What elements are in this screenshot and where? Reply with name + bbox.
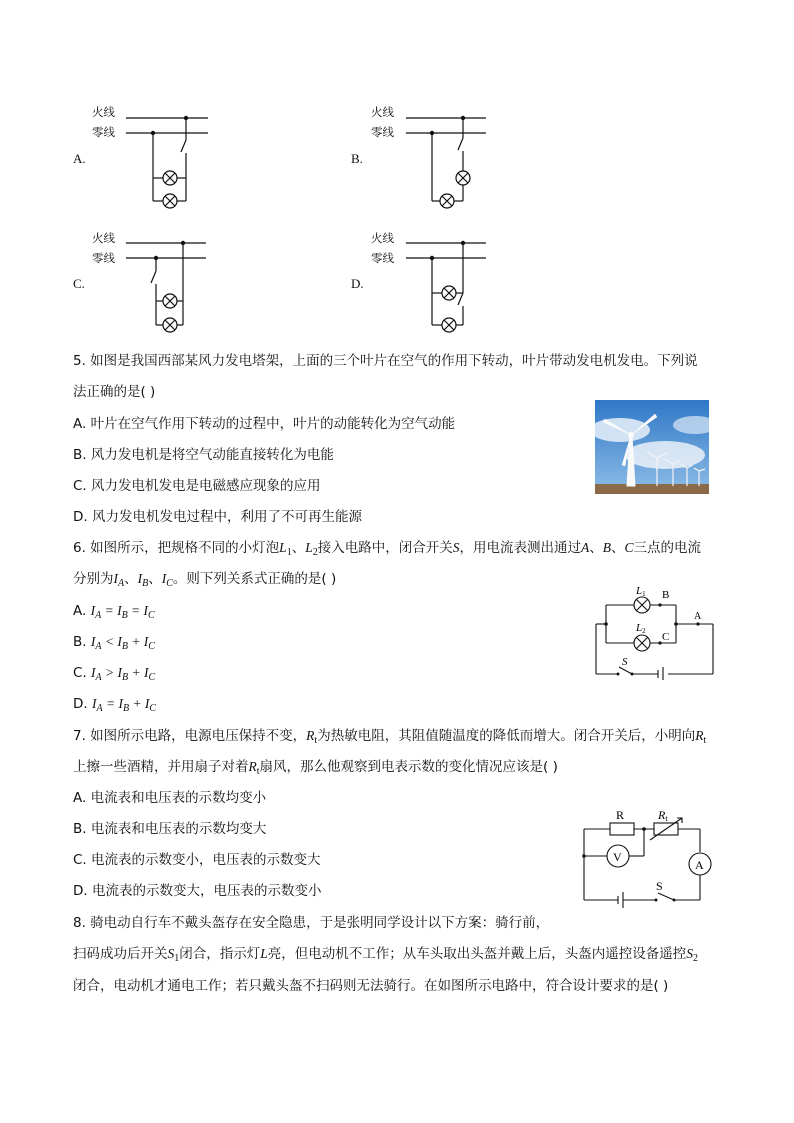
q5-option-d: D. 风力发电机发电过程中，利用了不可再生能源 xyxy=(73,509,362,525)
q6-text: 6. 如图所示，把规格不同的小灯泡 xyxy=(73,540,280,556)
option-b-letter: B. xyxy=(351,151,363,166)
q7-option-a: A. 电流表和电压表的示数均变小 xyxy=(73,790,267,806)
lamp-l1-symbol: $L_1$ xyxy=(279,540,292,558)
q7-option-c: C. 电流表的示数变小，电压表的示数变大 xyxy=(73,852,321,868)
wiring-circuit-a xyxy=(120,108,215,218)
q6-option-d: D. $I_A = I_B + I_C$ xyxy=(73,696,157,714)
q8-stem-line-2: 扫码成功后开关$S_1$闭合，指示灯L亮，但电动机不工作；从车头取出头盔并戴上后，头盔内遥控设备遥控$S_2$ xyxy=(73,946,699,964)
q6-stem-line-2: 分别为$I_A$、$I_B$、$I_C$。则下列关系式正确的是( ) xyxy=(73,571,337,589)
q8-stem-line-3: 闭合，电动机才通电工作；若只戴头盔不扫码则无法骑行。在如图所示电路中，符合设计要求的是( ) xyxy=(73,978,669,994)
q5-option-a: A. 叶片在空气作用下转动的过程中，叶片的动能转化为空气动能 xyxy=(73,416,456,432)
live-wire-label: 火线 xyxy=(92,231,115,245)
neutral-wire-label: 零线 xyxy=(371,125,394,139)
voltmeter-icon: V xyxy=(613,850,622,864)
option-a-letter: A. xyxy=(73,151,86,166)
live-wire-label: 火线 xyxy=(92,105,115,119)
q6-stem-line-1: 6. 如图所示，把规格不同的小灯泡$L_1$、$L_2$接入电路中，闭合开关S，用电流表测出通过A、B、C三点的电流 xyxy=(73,540,701,558)
q7-stem-line-1: 7. 如图所示电路，电源电压保持不变，$R_t$为热敏电阻，其阻值随温度的降低而增大。闭合开关后，小明向$R_t$ xyxy=(73,728,707,746)
switch-label: S xyxy=(622,656,628,668)
q5-stem-line-2: 法正确的是( ) xyxy=(73,384,156,400)
option-c-letter: C. xyxy=(73,276,85,291)
wiring-circuit-d xyxy=(400,233,495,343)
wiring-circuit-b xyxy=(400,108,495,218)
label-l1: L1 xyxy=(636,585,646,598)
q7-stem-line-2: 上擦一些酒精，并用扇子对着$R_t$扇风，那么他观察到电表示数的变化情况应该是( ) xyxy=(73,759,558,777)
q8-stem-line-1: 8. 骑电动自行车不戴头盔存在安全隐患，于是张明同学设计以下方案：骑行前， xyxy=(73,915,550,931)
q6-option-b: B. $I_A < I_B + I_C$ xyxy=(73,634,155,652)
resistor-r-label: R xyxy=(616,808,625,822)
neutral-wire-label: 零线 xyxy=(371,251,394,265)
thermistor-label: Rt xyxy=(658,808,668,823)
q6-option-c: C. $I_A > I_B + I_C$ xyxy=(73,665,156,683)
neutral-wire-label: 零线 xyxy=(92,251,115,265)
q5-stem-line-1: 5. 如图是我国西部某风力发电塔架，上面的三个叶片在空气的作用下转动，叶片带动发电机发电。下列说 xyxy=(73,353,698,369)
q6-circuit-diagram xyxy=(592,580,718,680)
q7-option-b: B. 电流表和电压表的示数均变大 xyxy=(73,821,267,837)
live-wire-label: 火线 xyxy=(371,105,394,119)
lamp-l2-symbol: $L_2$ xyxy=(305,540,318,558)
ammeter-icon: A xyxy=(695,858,704,872)
wind-turbine-photo xyxy=(595,400,709,494)
wiring-circuit-c xyxy=(120,233,215,343)
point-b-label: B xyxy=(662,589,670,601)
live-wire-label: 火线 xyxy=(371,231,394,245)
option-d-letter: D. xyxy=(351,276,364,291)
switch-label: S xyxy=(656,879,663,893)
neutral-wire-label: 零线 xyxy=(92,125,115,139)
q5-option-b: B. 风力发电机是将空气动能直接转化为电能 xyxy=(73,447,334,463)
q6-option-a: A. $I_A = I_B = I_C$ xyxy=(73,603,155,621)
q5-option-c: C. 风力发电机发电是电磁感应现象的应用 xyxy=(73,478,321,494)
label-l2: L2 xyxy=(636,622,646,635)
switch-s-symbol: S xyxy=(452,540,460,555)
q7-option-d: D. 电流表的示数变大，电压表的示数变小 xyxy=(73,883,322,899)
q7-circuit-diagram xyxy=(578,806,718,910)
point-a-label: A xyxy=(694,611,702,622)
point-c-label: C xyxy=(662,631,670,643)
